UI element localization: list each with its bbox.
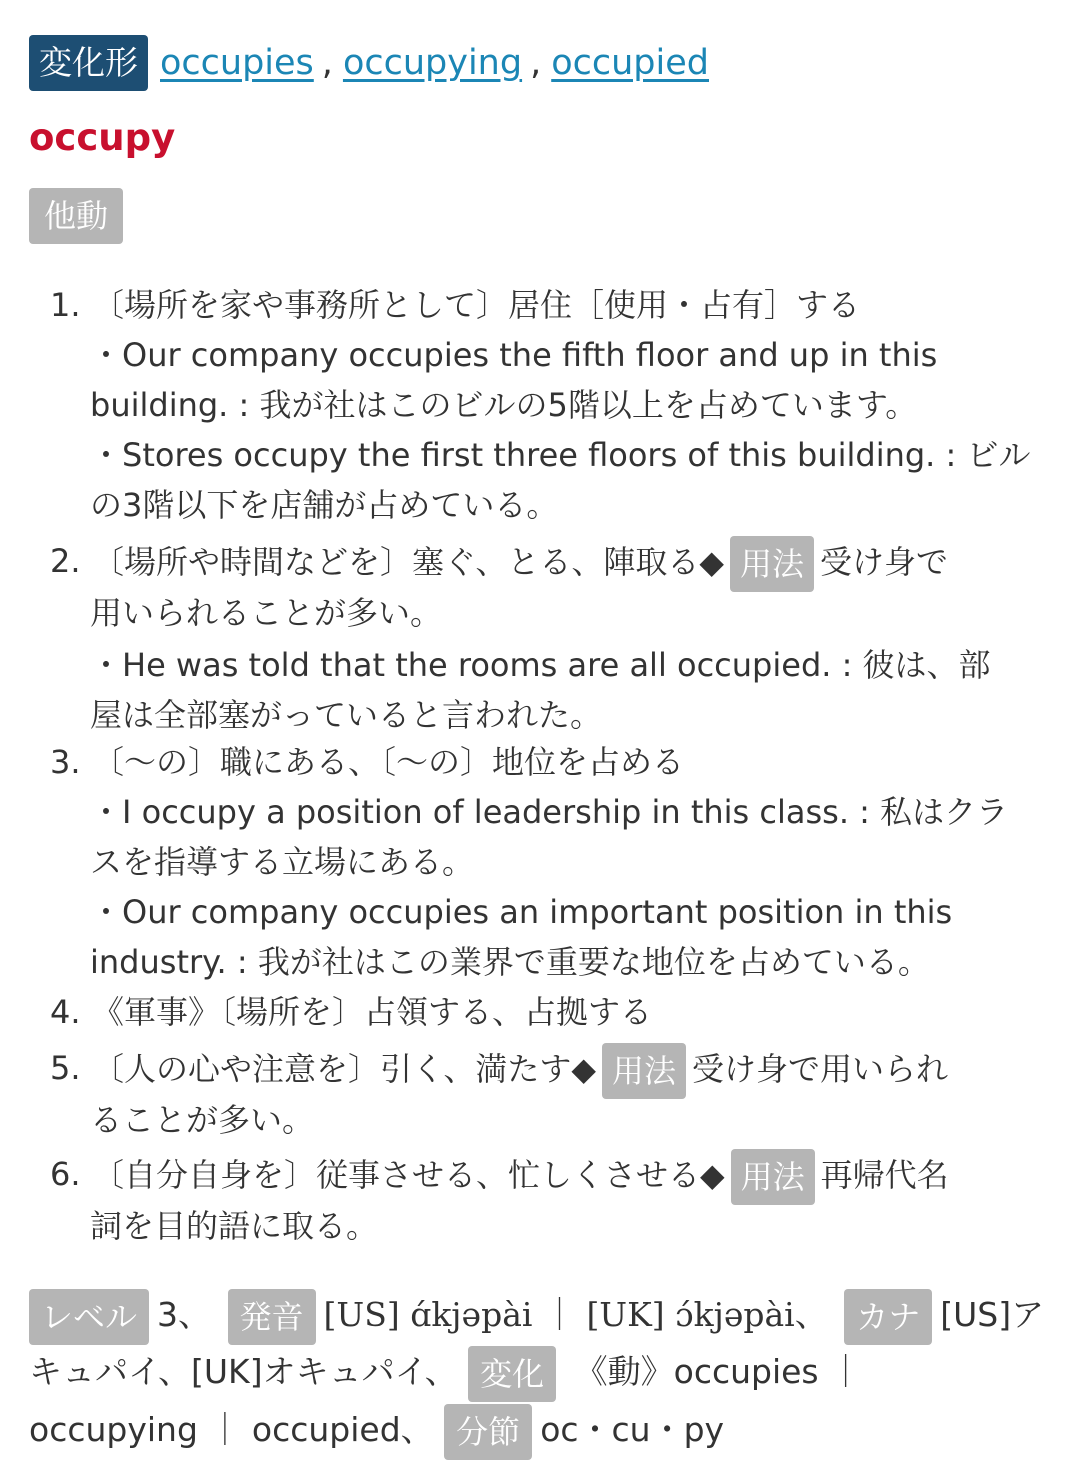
- example-line: ・Our company occupies the fifth floor and up in this: [90, 336, 938, 374]
- inflection-label: 変化: [468, 1346, 556, 1402]
- part-of-speech-badge: 他動: [29, 188, 123, 244]
- headword: occupy: [29, 116, 176, 159]
- definition-text: 受け身で: [820, 543, 949, 581]
- example-line: building. : 我が社はこのビルの5階以上を占めています。: [90, 386, 918, 424]
- example-line: ・Our company occupies an important position in this: [90, 893, 953, 931]
- sense-definition: [92, 536, 1067, 592]
- sense-number: 2.: [50, 542, 81, 580]
- sense-definition: 〔場所を家や事務所として〕居住［使用・占有］する: [92, 286, 861, 324]
- form-link-occupies[interactable]: occupies: [160, 43, 314, 83]
- sense-number: 5.: [50, 1049, 81, 1087]
- pronunciation-uk: [UK] ɔ́kjəpài、: [586, 1295, 828, 1334]
- inflected-forms-badge: 変化形: [29, 35, 148, 91]
- definition-text: 〔自分自身を〕従事させる、忙しくさせる◆: [92, 1156, 725, 1194]
- usage-badge: 用法: [602, 1043, 686, 1099]
- footer-line-3: [29, 1401, 724, 1460]
- inflection-occupied: occupied、: [251, 1410, 434, 1449]
- sense-number: 1.: [50, 286, 81, 324]
- definition-text: 再帰代名: [820, 1156, 949, 1194]
- syllable-division: oc・cu・py: [540, 1410, 725, 1449]
- sense-definition: 〔～の〕職にある、〔～の〕地位を占める: [92, 743, 685, 781]
- sense-number: 4.: [50, 993, 81, 1031]
- sense-definition: [92, 1043, 1067, 1099]
- kana-us: [US]ア: [940, 1295, 1045, 1334]
- inflection-verb: 《動》occupies: [574, 1352, 819, 1391]
- footer-line-2: [29, 1343, 862, 1402]
- pronunciation-divider: ｜: [542, 1295, 576, 1334]
- inflected-forms-row: [29, 35, 709, 91]
- pronunciation-us: [US] ɑ́kjəpài: [323, 1295, 533, 1334]
- example-line: の3階以下を店舗が占めている。: [90, 486, 559, 524]
- inflection-divider: ｜: [829, 1352, 863, 1391]
- level-value: 3、: [157, 1295, 212, 1334]
- definition-continuation: ることが多い。: [90, 1101, 315, 1139]
- example-line: industry. : 我が社はこの業界で重要な地位を占めている。: [90, 943, 930, 981]
- example-line: ・Stores occupy the first three floors of this building. : ビル: [90, 436, 1031, 474]
- sense-number: 6.: [50, 1155, 81, 1193]
- definition-continuation: 詞を目的語に取る。: [90, 1207, 379, 1245]
- footer-line-1: [29, 1286, 1044, 1345]
- definition-text: 受け身で用いられ: [692, 1050, 949, 1088]
- kana-label: カナ: [844, 1289, 932, 1345]
- pronunciation-label: 発音: [228, 1289, 316, 1345]
- usage-badge: 用法: [731, 1149, 815, 1205]
- sense-number: 3.: [50, 743, 81, 781]
- definition-text: 〔人の心や注意を〕引く、満たす◆: [92, 1050, 596, 1088]
- syllable-label: 分節: [444, 1404, 532, 1460]
- usage-badge: 用法: [730, 536, 814, 592]
- sense-definition: [92, 1149, 1067, 1205]
- form-separator: ,: [530, 43, 542, 83]
- example-line: ・He was told that the rooms are all occupied. : 彼は、部: [90, 646, 991, 684]
- definition-text: 〔場所や時間などを〕塞ぐ、とる、陣取る◆: [92, 543, 724, 581]
- form-separator: ,: [321, 43, 333, 83]
- form-link-occupied[interactable]: occupied: [551, 43, 709, 83]
- example-line: ・I occupy a position of leadership in this class. : 私はクラ: [90, 793, 1009, 831]
- example-line: スを指導する立場にある。: [90, 843, 475, 881]
- definition-continuation: 用いられることが多い。: [90, 594, 443, 632]
- sense-definition: 《軍事》〔場所を〕占領する、占拠する: [92, 993, 653, 1031]
- example-line: 屋は全部塞がっていると言われた。: [90, 696, 603, 734]
- level-label: レベル: [29, 1289, 149, 1345]
- form-link-occupying[interactable]: occupying: [342, 43, 523, 83]
- kana-continuation: キュパイ、[UK]オキュパイ、: [29, 1352, 458, 1391]
- inflection-divider: ｜: [208, 1410, 242, 1449]
- inflection-occupying: occupying: [29, 1410, 198, 1449]
